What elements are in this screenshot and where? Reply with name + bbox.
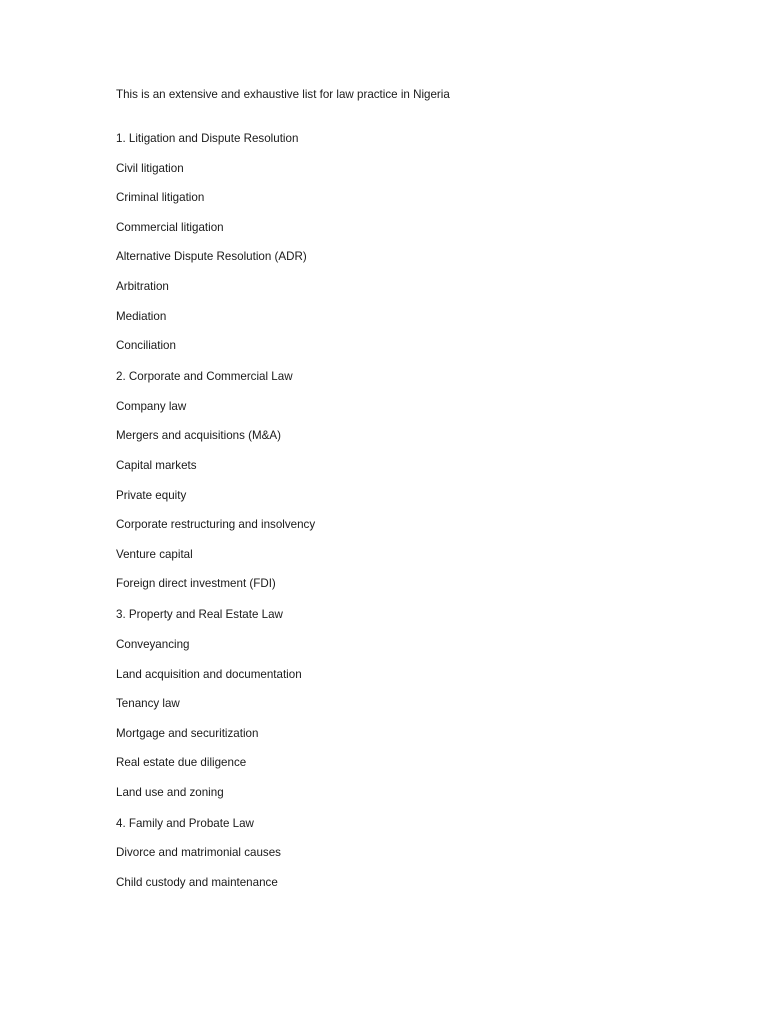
section-litigation (116, 131, 736, 354)
list-item: Real estate due diligence (116, 756, 247, 770)
section-family (116, 816, 736, 891)
list-item: Conveyancing (116, 637, 190, 651)
list-item: Mortgage and securitization (116, 726, 259, 740)
list-item: Child custody and maintenance (116, 876, 278, 890)
list-item: Land acquisition and documentation (116, 667, 302, 681)
list-item: Corporate restructuring and insolvency (116, 518, 316, 532)
list-item: Mergers and acquisitions (M&A) (116, 429, 281, 443)
list-item: Land use and zoning (116, 785, 224, 799)
section-heading: 3. Property and Real Estate Law (116, 608, 283, 622)
list-item: Capital markets (116, 458, 197, 472)
list-item: Foreign direct investment (FDI) (116, 577, 276, 591)
list-item: Company law (116, 399, 187, 413)
list-item: Arbitration (116, 279, 169, 293)
list-item: Tenancy law (116, 697, 180, 711)
document-body (116, 87, 736, 906)
list-item: Criminal litigation (116, 191, 205, 205)
section-heading: 2. Corporate and Commercial Law (116, 370, 293, 384)
list-item: Divorce and matrimonial causes (116, 846, 281, 860)
list-item: Mediation (116, 309, 167, 323)
list-item: Venture capital (116, 547, 193, 561)
list-item: Conciliation (116, 339, 176, 353)
list-item: Commercial litigation (116, 220, 224, 234)
list-item: Alternative Dispute Resolution (ADR) (116, 250, 307, 264)
section-property (116, 607, 736, 801)
section-heading: 4. Family and Probate Law (116, 816, 254, 830)
section-heading: 1. Litigation and Dispute Resolution (116, 132, 299, 145)
intro-paragraph: This is an extensive and exhaustive list for law practice in Nigeria (116, 88, 450, 101)
section-corporate (116, 369, 736, 592)
list-item: Private equity (116, 488, 187, 502)
list-item: Civil litigation (116, 161, 184, 175)
